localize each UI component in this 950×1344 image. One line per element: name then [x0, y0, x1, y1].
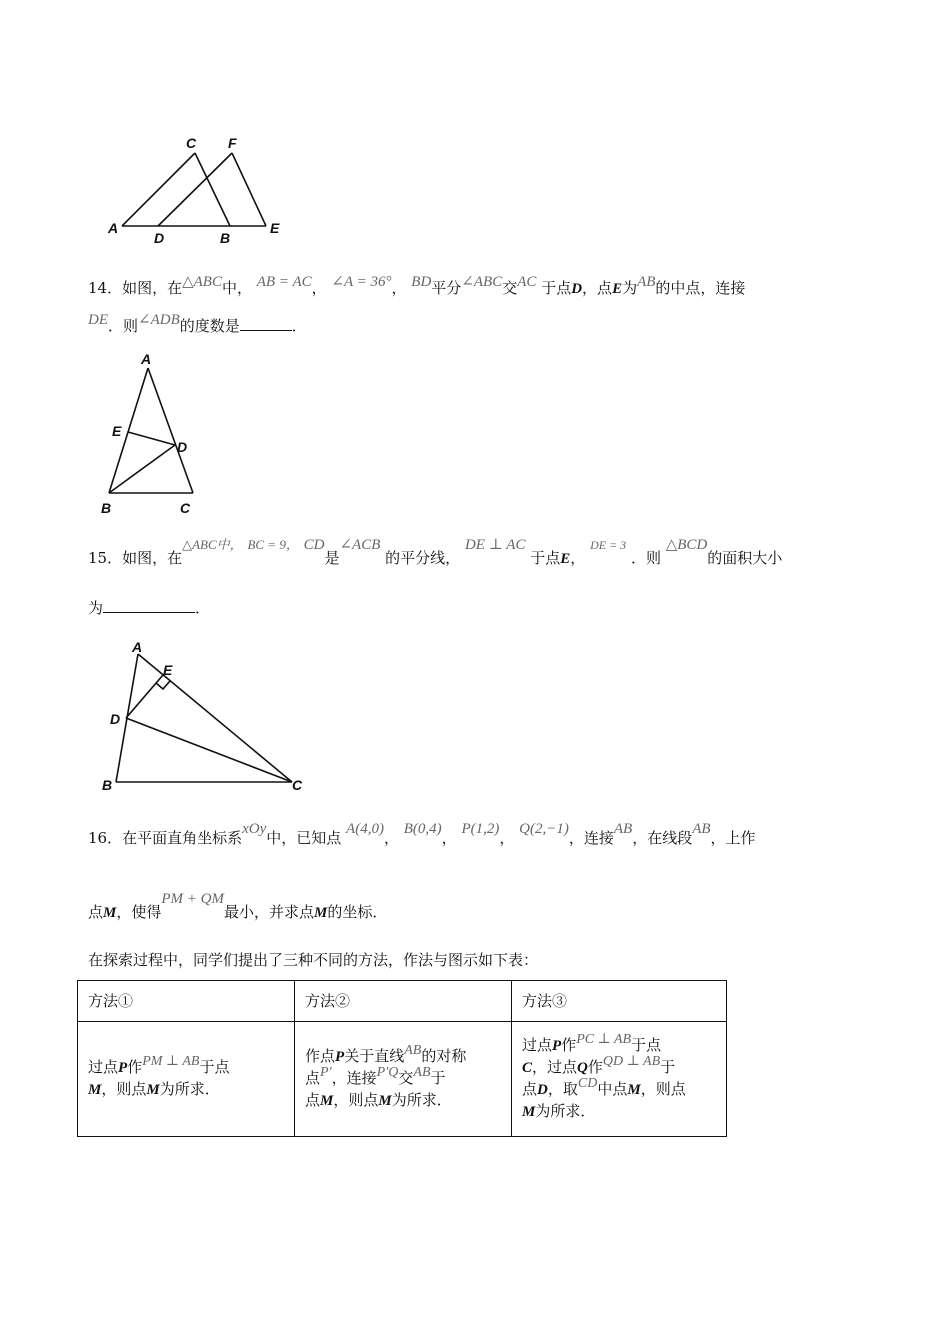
q15-text: 于点	[530, 549, 561, 567]
cell-text: 于点	[199, 1058, 230, 1076]
point-m: M	[88, 1082, 102, 1098]
math-tri-bcd: △BCD	[665, 537, 708, 553]
header-method-2: 方法②	[295, 981, 512, 1022]
q14-text: ．	[291, 317, 307, 335]
q15-text: 的面积大小	[707, 549, 783, 567]
point-m: M	[146, 1082, 160, 1098]
math-angle-acb: ∠ACB	[339, 537, 381, 553]
math-point-p: P(1,2)	[461, 821, 500, 837]
q14-text: 14．如图，在	[88, 279, 183, 297]
figure-14	[95, 348, 215, 520]
label-A: A	[132, 639, 143, 655]
cell-text: 过点	[522, 1036, 553, 1054]
q15-text: 15．如图，在	[88, 549, 183, 567]
math-p-prime-q: P′Q	[376, 1065, 399, 1080]
point-m: M	[314, 905, 328, 921]
q16-text: ，	[383, 829, 399, 847]
q16-text: ，使得	[116, 903, 162, 921]
label-E: E	[270, 220, 280, 236]
math-ab: AB	[692, 821, 711, 837]
math-ab: AB	[413, 1065, 431, 1080]
question-14-line2	[88, 312, 307, 337]
answer-blank-14	[240, 316, 292, 331]
q14-text: 的度数是	[179, 317, 240, 335]
label-A: A	[141, 351, 152, 367]
math-ab: AB	[404, 1043, 422, 1058]
question-16	[88, 821, 756, 849]
point-m: M	[320, 1093, 334, 1109]
q15-text: ．则	[630, 549, 661, 567]
methods-table	[77, 980, 727, 1137]
cell-method-3	[512, 1022, 727, 1137]
figure-13	[100, 130, 300, 250]
cell-text: 点	[305, 1091, 321, 1109]
q14-text: 为	[622, 279, 638, 297]
q14-text: ，点	[582, 279, 613, 297]
q16-text: 16．在平面直角坐标系	[88, 829, 243, 847]
math-angle-a: ∠A = 36°	[331, 274, 392, 290]
math-p-prime: P′	[320, 1065, 332, 1080]
label-D: D	[154, 230, 165, 246]
point-m: M	[103, 905, 117, 921]
math-de: DE	[88, 312, 108, 328]
q16-text: 点	[88, 903, 104, 921]
point-p: P	[118, 1060, 128, 1076]
q16-text: 的坐标．	[327, 903, 388, 921]
cell-text: ，连接	[331, 1069, 377, 1087]
q15-text: 为	[88, 599, 104, 617]
point-d: D	[571, 281, 583, 297]
math-bd: BD	[411, 274, 432, 290]
q16-text: ，	[499, 829, 515, 847]
label-D: D	[110, 711, 121, 727]
figure-15	[96, 636, 316, 796]
table-header-row	[78, 981, 727, 1022]
math-tri-abc: △ABC	[182, 274, 222, 290]
math-de-3: DE = 3	[590, 538, 627, 552]
q14-text: 中，	[221, 279, 252, 297]
q14-text: 交	[502, 279, 518, 297]
math-pm-plus-qm: PM + QM	[161, 891, 224, 907]
question-14	[88, 274, 746, 299]
math-angle-abc: ∠ABC	[461, 274, 503, 290]
label-A: A	[108, 220, 119, 236]
math-ab-eq-ac: AB = AC	[256, 274, 312, 290]
q16-text: 中，已知点	[266, 829, 342, 847]
point-m: M	[522, 1104, 536, 1120]
cell-text: 关于直线	[344, 1047, 405, 1065]
cell-text: ，过点	[532, 1058, 578, 1076]
math-point-a: A(4,0)	[346, 821, 384, 837]
math-point-q: Q(2,−1)	[519, 821, 569, 837]
cell-text: 于	[430, 1069, 446, 1087]
q14-text: ，	[311, 279, 327, 297]
q14-text: ．则	[108, 317, 139, 335]
math-angle-adb: ∠ADB	[138, 312, 180, 328]
question-15	[88, 537, 783, 569]
cell-text: 为所求．	[391, 1091, 452, 1109]
table-body-row	[78, 1022, 727, 1137]
label-E: E	[112, 423, 122, 439]
math-de-perp-ac: DE ⊥ AC	[464, 537, 526, 553]
math-ac: AC	[517, 274, 537, 290]
cell-text: 交	[398, 1069, 414, 1087]
cell-text: ，则点	[640, 1080, 686, 1098]
label-E: E	[163, 662, 173, 678]
q16-text: ，	[441, 829, 457, 847]
math-xoy: xOy	[242, 821, 267, 837]
cell-text: 作	[127, 1058, 143, 1076]
q16-text: ，连接	[568, 829, 614, 847]
q14-text: 平分	[431, 279, 462, 297]
math-ab: AB	[637, 274, 656, 290]
cell-text: ，则点	[333, 1091, 379, 1109]
cell-method-2	[295, 1022, 512, 1137]
point-c: C	[522, 1060, 533, 1076]
cell-text: 作点	[305, 1047, 336, 1065]
q15-text: 的平分线，	[385, 549, 461, 567]
math-pc-perp-ab: PC ⊥ AB	[576, 1032, 632, 1047]
cell-text: 的对称	[421, 1047, 467, 1065]
label-C: C	[186, 135, 197, 151]
label-B: B	[101, 500, 112, 516]
cell-text: 作	[561, 1036, 577, 1054]
q14-text: ，	[391, 279, 407, 297]
q14-text: 于点	[541, 279, 572, 297]
q14-text: 的中点，连接	[655, 279, 746, 297]
cell-text: 为所求．	[159, 1080, 220, 1098]
header-method-1: 方法①	[78, 981, 295, 1022]
point-p: P	[335, 1049, 345, 1065]
point-d: D	[537, 1082, 548, 1098]
math-cd: CD	[577, 1076, 598, 1091]
label-C: C	[292, 777, 303, 793]
answer-blank-15	[103, 598, 195, 613]
math-bc-9: BC = 9，	[247, 537, 299, 552]
point-m: M	[378, 1093, 392, 1109]
cell-method-1	[78, 1022, 295, 1137]
math-pm-perp-ab: PM ⊥ AB	[142, 1054, 200, 1069]
point-q: Q	[577, 1060, 588, 1076]
point-m: M	[627, 1082, 641, 1098]
cell-text: 为所求．	[535, 1102, 596, 1120]
q16-text: ，在线段	[632, 829, 693, 847]
label-B: B	[220, 230, 231, 246]
cell-text: 过点	[88, 1058, 119, 1076]
label-D: D	[177, 439, 188, 455]
cell-text: 点	[305, 1069, 321, 1087]
q15-text: 是	[324, 549, 340, 567]
cell-text: 点	[522, 1080, 538, 1098]
point-p: P	[552, 1038, 562, 1054]
cell-text: ，则点	[101, 1080, 147, 1098]
math-ab: AB	[613, 821, 633, 837]
label-F: F	[228, 135, 237, 151]
q15-text: ，	[570, 549, 586, 567]
q16-text: ，上作	[710, 829, 756, 847]
cell-text: 于点	[631, 1036, 662, 1054]
point-e: E	[612, 281, 623, 297]
math-point-b: B(0,4)	[403, 821, 442, 837]
math-qd-perp-ab: QD ⊥ AB	[602, 1054, 661, 1069]
cell-text: 于	[660, 1058, 676, 1076]
question-15-line2	[88, 598, 210, 618]
cell-text: 作	[587, 1058, 603, 1076]
label-B: B	[102, 777, 113, 793]
cell-text: ，取	[547, 1080, 578, 1098]
q16-text: 最小，并求点	[223, 903, 314, 921]
label-C: C	[180, 500, 191, 516]
methods-intro: 在探索过程中，同学们提出了三种不同的方法，作法与图示如下表：	[88, 951, 539, 969]
math-tri-abc: △ABC中，	[182, 537, 243, 552]
q15-text: ．	[195, 599, 211, 617]
question-16-line2	[88, 891, 388, 923]
math-cd: CD	[303, 537, 325, 553]
point-e: E	[560, 551, 571, 567]
cell-text: 中点	[597, 1080, 628, 1098]
header-method-3: 方法③	[512, 981, 727, 1022]
